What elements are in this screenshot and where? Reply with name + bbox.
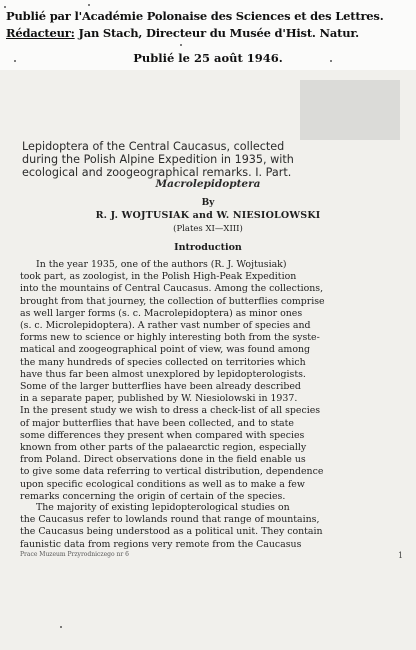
text-line: the Caucasus being understood as a political unit. They contain (20, 526, 323, 538)
print-speck (180, 44, 182, 46)
title-line: during the Polish Alpine Expedition in 1935, with (22, 153, 294, 166)
article-subtitle: Macrolepidoptera (155, 178, 261, 190)
print-speck (88, 4, 90, 6)
editor-label: Rédacteur: (6, 26, 75, 40)
title-line: ecological and zoogeographical remarks. I. Part. (22, 166, 292, 179)
text-line: the Caucasus refer to lowlands round that range of mountains, (20, 514, 320, 526)
text-line: in a separate paper, published by W. Niesiolowski in 1937. (20, 393, 298, 405)
text-line: The majority of existing lepidopterological studies on (36, 502, 290, 513)
title-line: Lepidoptera of the Central Caucasus, collected (22, 140, 285, 153)
print-speck (14, 60, 16, 62)
text-line: into the mountains of Central Caucasus. Among the collections, (20, 283, 324, 295)
text-line: Some of the larger butterflies have been already described (20, 381, 301, 393)
publisher-line: Publié par l'Académie Polonaise des Sciences et des Lettres. (6, 9, 384, 23)
text-line: of major butterflies that have been collected, and to state (20, 417, 294, 429)
text-line: known from other parts of the palaearctic region, especially (20, 442, 307, 454)
journal-footer: Prace Muzeum Przyrodniczego nr 6 (20, 551, 129, 558)
text-line: the many hundreds of species collected on territories which (20, 356, 306, 368)
text-line: upon specific ecological conditions as well as to make a few (20, 478, 305, 490)
publication-header (0, 0, 416, 70)
section-heading: Introduction (174, 242, 242, 253)
text-line: took part, as zoologist, in the Polish High-Peak Expedition (20, 271, 297, 283)
plates-reference: (Plates XI—XIII) (173, 224, 243, 234)
print-speck (330, 60, 332, 62)
paragraph-2 (20, 502, 400, 551)
print-speck (4, 6, 6, 8)
text-line: forms new to science or highly interesting both from the syste- (20, 332, 320, 344)
page-number: 1 (398, 551, 404, 560)
paragraph-1 (20, 259, 400, 503)
text-line: brought from that journey, the collection of butterflies comprise (20, 295, 325, 307)
text-line: matical and zoogeographical point of view, was found among (20, 344, 310, 356)
article-title (22, 140, 402, 179)
editor-line (6, 26, 411, 40)
bleed-through-shadow (300, 80, 400, 140)
text-line: remarks concerning the origin of certain of the species. (20, 490, 286, 502)
text-line: some differences they present when compared with species (20, 429, 305, 441)
text-line: faunistic data from regions very remote from the Caucasus (20, 538, 302, 550)
text-line: In the present study we wish to dress a check-list of all species (20, 405, 321, 417)
text-line: to give some data referring to vertical distribution, dependence (20, 466, 324, 478)
text-line: from Poland. Direct observations done in the field enable us (20, 454, 306, 466)
text-line: (s. c. Microlepidoptera). A rather vast number of species and (20, 320, 311, 332)
text-line: In the year 1935, one of the authors (R. J. Wojtusiak) (36, 259, 287, 270)
editor-text: Jan Stach, Directeur du Musée d'Hist. Natur. (74, 26, 359, 40)
byline-by: By (201, 198, 215, 208)
print-speck (60, 626, 62, 628)
publication-date: Publié le 25 août 1946. (133, 51, 283, 65)
authors: R. J. WOJTUSIAK and W. NIESIOLOWSKI (95, 210, 321, 221)
text-line: as well larger forms (s. c. Macrolepidoptera) as minor ones (20, 307, 303, 319)
text-line: have thus far been almost unexplored by lepidopterologists. (20, 368, 306, 380)
